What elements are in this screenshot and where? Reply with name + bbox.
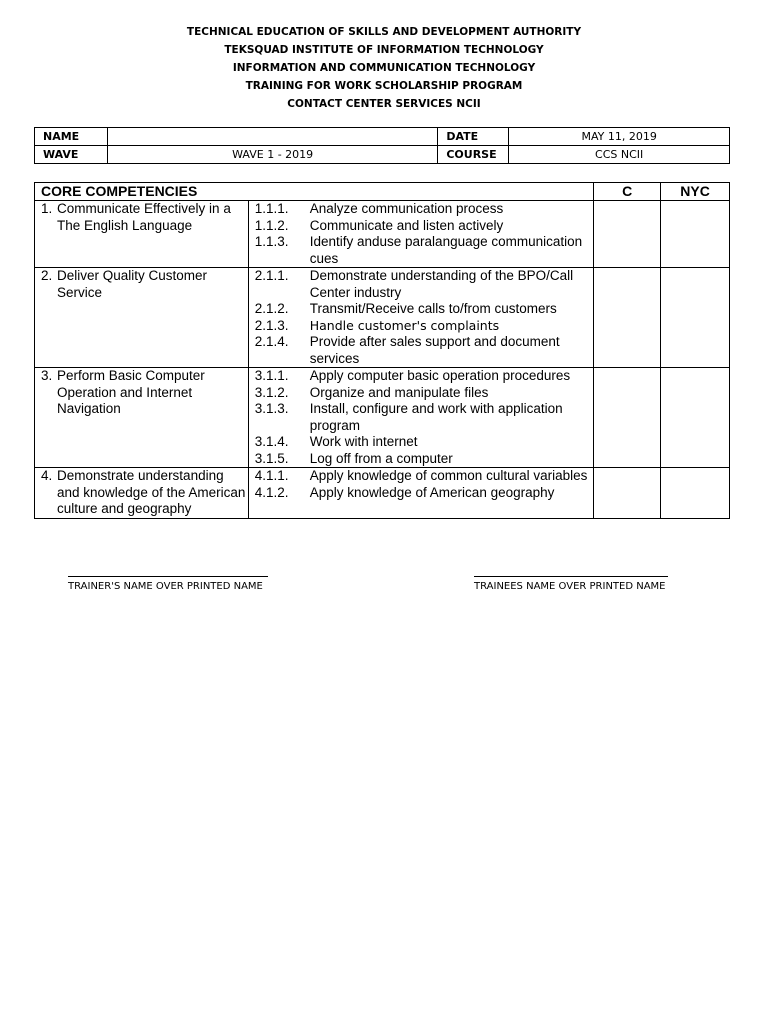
info-row-wave-course [35, 146, 730, 164]
item-number: 3.1.2. [254, 384, 289, 400]
competency-title: Demonstrate understanding and knowledge of the American culture and geography [57, 468, 246, 516]
item-text: Demonstrate understanding of the BPO/Call Center industry [309, 268, 574, 300]
wave-value: WAVE 1 - 2019 [107, 146, 437, 164]
competency-item [249, 301, 594, 318]
item-text: Handle customer's complaints [309, 317, 500, 333]
competency-title-cell [35, 268, 249, 368]
item-number: 4.1.1. [254, 468, 289, 483]
competent-checkbox-cell[interactable] [594, 368, 661, 468]
item-number: 3.1.4. [254, 434, 289, 449]
document-header [0, 23, 768, 113]
item-number: 1.1.1. [254, 201, 289, 216]
competency-title: Deliver Quality Customer Service [57, 268, 208, 300]
not-yet-competent-checkbox-cell[interactable] [661, 268, 730, 368]
competency-row [35, 268, 730, 368]
name-field[interactable] [107, 128, 437, 146]
competency-items-cell [248, 368, 594, 468]
competency-item [249, 218, 594, 235]
competency-item [249, 234, 594, 267]
item-text: Communicate and listen actively [309, 217, 504, 233]
core-competencies-heading: CORE COMPETENCIES [35, 183, 594, 201]
item-number: 1.1.3. [254, 234, 289, 249]
competency-title-cell [35, 368, 249, 468]
competency-item [249, 451, 594, 468]
header-line-course: CONTACT CENTER SERVICES NCII [287, 98, 481, 110]
item-number: 3.1.1. [254, 368, 289, 383]
item-number: 1.1.2. [254, 217, 289, 233]
trainer-signature-line[interactable] [68, 576, 268, 577]
trainee-signature-line[interactable] [474, 576, 668, 577]
competency-number: 2. [41, 268, 53, 283]
item-text: Apply knowledge of common cultural variables [309, 468, 588, 483]
not-yet-competent-checkbox-cell[interactable] [661, 368, 730, 468]
not-yet-competent-checkbox-cell[interactable] [661, 201, 730, 268]
competency-item [249, 334, 594, 367]
competent-checkbox-cell[interactable] [594, 201, 661, 268]
item-text: Work with internet [309, 434, 418, 449]
wave-label: WAVE [35, 146, 108, 164]
competency-title: Communicate Effectively in a The English Language [57, 201, 231, 233]
item-number: 4.1.2. [254, 484, 289, 500]
item-text: Log off from a computer [309, 450, 453, 466]
competency-number: 1. [41, 201, 53, 216]
header-line-institute: TEKSQUAD INSTITUTE OF INFORMATION TECHNOLOGY [224, 44, 544, 56]
item-number: 3.1.5. [254, 450, 289, 466]
competency-table [34, 182, 730, 519]
item-text: Install, configure and work with application program [309, 401, 563, 433]
not-yet-competent-checkbox-cell[interactable] [661, 468, 730, 519]
competent-checkbox-cell[interactable] [594, 468, 661, 519]
name-label: NAME [35, 128, 108, 146]
competency-item [249, 268, 594, 301]
item-number: 2.1.1. [254, 268, 289, 283]
item-number: 2.1.2. [254, 301, 289, 316]
header-line-authority: TECHNICAL EDUCATION OF SKILLS AND DEVELOPMENT AUTHORITY [186, 26, 582, 38]
date-value: MAY 11, 2019 [509, 128, 730, 146]
competent-heading: C [594, 183, 661, 201]
trainer-signature-block [68, 576, 268, 592]
competency-item [249, 401, 594, 434]
item-text: Apply knowledge of American geography [309, 484, 555, 500]
trainee-signature-block [474, 576, 668, 592]
competency-item [249, 201, 594, 218]
competency-item [249, 468, 594, 485]
item-number: 2.1.3. [254, 317, 289, 333]
item-text: Analyze communication process [309, 201, 504, 216]
competency-item [249, 368, 594, 385]
competency-number: 3. [41, 368, 53, 383]
date-label: DATE [438, 128, 509, 146]
competency-row [35, 201, 730, 268]
competency-item [249, 385, 594, 402]
competency-row [35, 368, 730, 468]
competency-items-cell [248, 268, 594, 368]
trainee-info-table [34, 127, 730, 164]
competent-checkbox-cell[interactable] [594, 268, 661, 368]
competency-items-cell [248, 468, 594, 519]
trainee-signature-label: TRAINEES NAME OVER PRINTED NAME [474, 581, 666, 592]
competency-items-cell [248, 201, 594, 268]
item-text: Transmit/Receive calls to/from customers [309, 301, 557, 316]
item-text: Organize and manipulate files [309, 384, 489, 400]
not-yet-competent-heading: NYC [661, 183, 730, 201]
competency-title-cell [35, 468, 249, 519]
competency-header-row [35, 183, 730, 201]
competency-item [249, 434, 594, 451]
item-number: 3.1.3. [254, 401, 289, 416]
item-text: Provide after sales support and document services [309, 334, 560, 366]
competency-number: 4. [41, 468, 53, 483]
course-label: COURSE [438, 146, 509, 164]
course-value: CCS NCII [509, 146, 730, 164]
trainer-signature-label: TRAINER'S NAME OVER PRINTED NAME [68, 581, 263, 592]
header-line-program: TRAINING FOR WORK SCHOLARSHIP PROGRAM [245, 80, 523, 92]
header-line-department: INFORMATION AND COMMUNICATION TECHNOLOGY [232, 62, 536, 74]
competency-row [35, 468, 730, 519]
competency-title: Perform Basic Computer Operation and Internet Navigation [57, 368, 205, 416]
competency-item [249, 485, 594, 502]
item-number: 2.1.4. [254, 334, 289, 349]
competency-title-cell [35, 201, 249, 268]
item-text: Apply computer basic operation procedures [309, 368, 571, 383]
item-text: Identify anduse paralanguage communication cues [309, 234, 583, 266]
info-row-name-date [35, 128, 730, 146]
competency-item [249, 318, 594, 335]
